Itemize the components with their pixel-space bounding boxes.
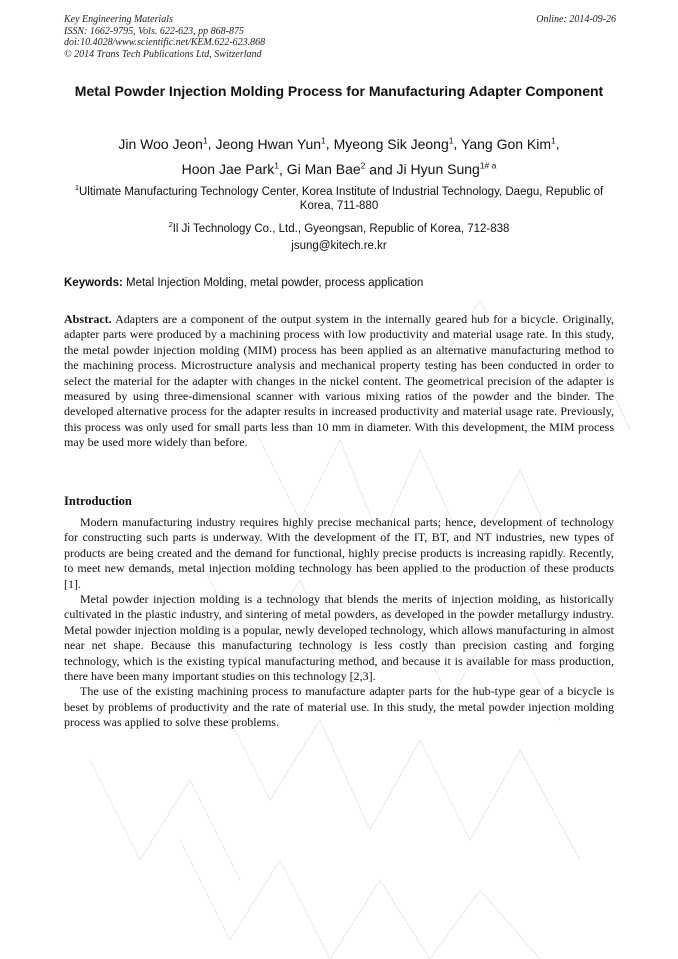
abstract-label: Abstract. — [64, 312, 112, 326]
author-affiliation-mark: 1 — [274, 160, 279, 171]
author — [182, 161, 279, 177]
author-list: Jin Woo Jeon$^1$, Jeong Hwan Yun$^1$, Myeong Sik Jeong$^1$, Yang Gon Kim$^1$, Hoon Jae Park$^1$, Gi Man Bae$^2$ and Ji Hyun Sung$^{1\# a}$ — [118, 135, 560, 178]
introduction-heading: Introduction — [64, 494, 132, 508]
author — [397, 161, 497, 177]
copyright-line: © 2014 Trans Tech Publications Ltd, Switzerland — [64, 48, 262, 60]
author-affiliation-mark: 1 — [551, 135, 556, 145]
online-date: Online: 2014-09-26 — [536, 14, 616, 25]
author-affiliation-mark: 1 — [202, 135, 208, 145]
paper-title: Metal Powder Injection Molding Process for Manufacturing Adapter Component — [74, 83, 604, 99]
author-name: Gi Man Bae — [286, 161, 361, 178]
citation-header — [64, 14, 265, 60]
introduction-body — [64, 515, 614, 731]
author-name: Yang Gon Kim — [461, 135, 552, 152]
abstract — [64, 312, 614, 451]
author — [334, 136, 454, 152]
keywords-text: Metal Injection Molding, metal powder, process application — [126, 277, 424, 289]
corresponding-email[interactable]: jsung@kitech.re.kr — [291, 240, 387, 252]
author — [118, 136, 207, 152]
author-name: Jeong Hwan Yun — [215, 135, 322, 152]
doi-line[interactable]: doi:10.4028/www.scientific.net/KEM.622-623.868 — [64, 37, 266, 48]
author — [461, 136, 556, 152]
author-affiliation-mark: 2 — [360, 160, 366, 171]
affiliation-2: $^2$Il Ji Technology Co., Ltd., Gyeongsan, Republic of Korea, 712-838 — [168, 220, 510, 235]
paragraph: Modern manufacturing industry requires highly precise mechanical parts; hence, development of technology for constructing such parts is underway. With the development of the IT, BT, and NT industries, new types of products are being created and the demand for functional, highly precise products is increasing rapidly. Recently, to meet new demands, metal injection molding technology has been applied to the production of these products [1]. — [64, 515, 614, 591]
author — [287, 161, 366, 177]
paragraph: Metal powder injection molding is a technology that blends the merits of injection molding, as historically cultivated in the plastic industry, and sintering of metal powders, as developed in the powder metallurgy industry. Metal powder injection molding is a popular, newly developed technology, which allows manufacturing in almost near net shape. Because this manufacturing technology is less costly than precision casting and forging technology, which is the existing typical manufacturing method, and because it is available for mass production, there have been many important studies on this technology [2,3]. — [64, 592, 614, 684]
keywords-label: Keywords: — [64, 277, 123, 289]
abstract-text: Adapters are a component of the output system in the internally geared hub for a bicycle. Originally, adapter parts were produced by a machining process with low productivity and material usage rate. In this study, the metal powder injection molding (MIM) process has been applied as an alternative manufacturing method to the machining process. Microstructure analysis and mechanical property testing has been conducted in order to select the material for the adapter with changes in the nickel content. The geometrical precision of the adapter is measured by using three-dimensional scanner with various mixing ratios of the powder and the binder. The developed alternative process for the adapter results in increased productivity and material usage rate. Previously, this process was only used for small parts less than 10 mm in diameter. With this development, the MIM process may be used more widely than before. — [64, 312, 615, 450]
author-affiliation-mark: 1# a — [479, 160, 497, 171]
author-name: Jin Woo Jeon — [118, 135, 203, 152]
paragraph: The use of the existing machining process to manufacture adapter parts for the hub-type gear of a bicycle is beset by problems of productivity and the rate of material use. In this study, the metal powder injection molding process was applied to solve these problems. — [64, 684, 614, 730]
journal-name: Key Engineering Materials — [64, 14, 173, 25]
author-name: Hoon Jae Park — [181, 161, 275, 178]
author-name: Myeong Sik Jeong — [333, 135, 449, 152]
author — [215, 136, 325, 152]
affiliation-1: $^1$Ultimate Manufacturing Technology Center, Korea Institute of Industrial Technology, Daegu, Republic of Korea, 711-880 — [74, 183, 604, 213]
issn-line: ISSN: 1662-9795, Vols. 622-623, pp 868-875 — [64, 25, 244, 37]
author-affiliation-mark: 1 — [321, 135, 326, 145]
author-name: Ji Hyun Sung — [396, 161, 480, 178]
keywords — [64, 276, 614, 290]
author-affiliation-mark: 1 — [448, 135, 454, 145]
